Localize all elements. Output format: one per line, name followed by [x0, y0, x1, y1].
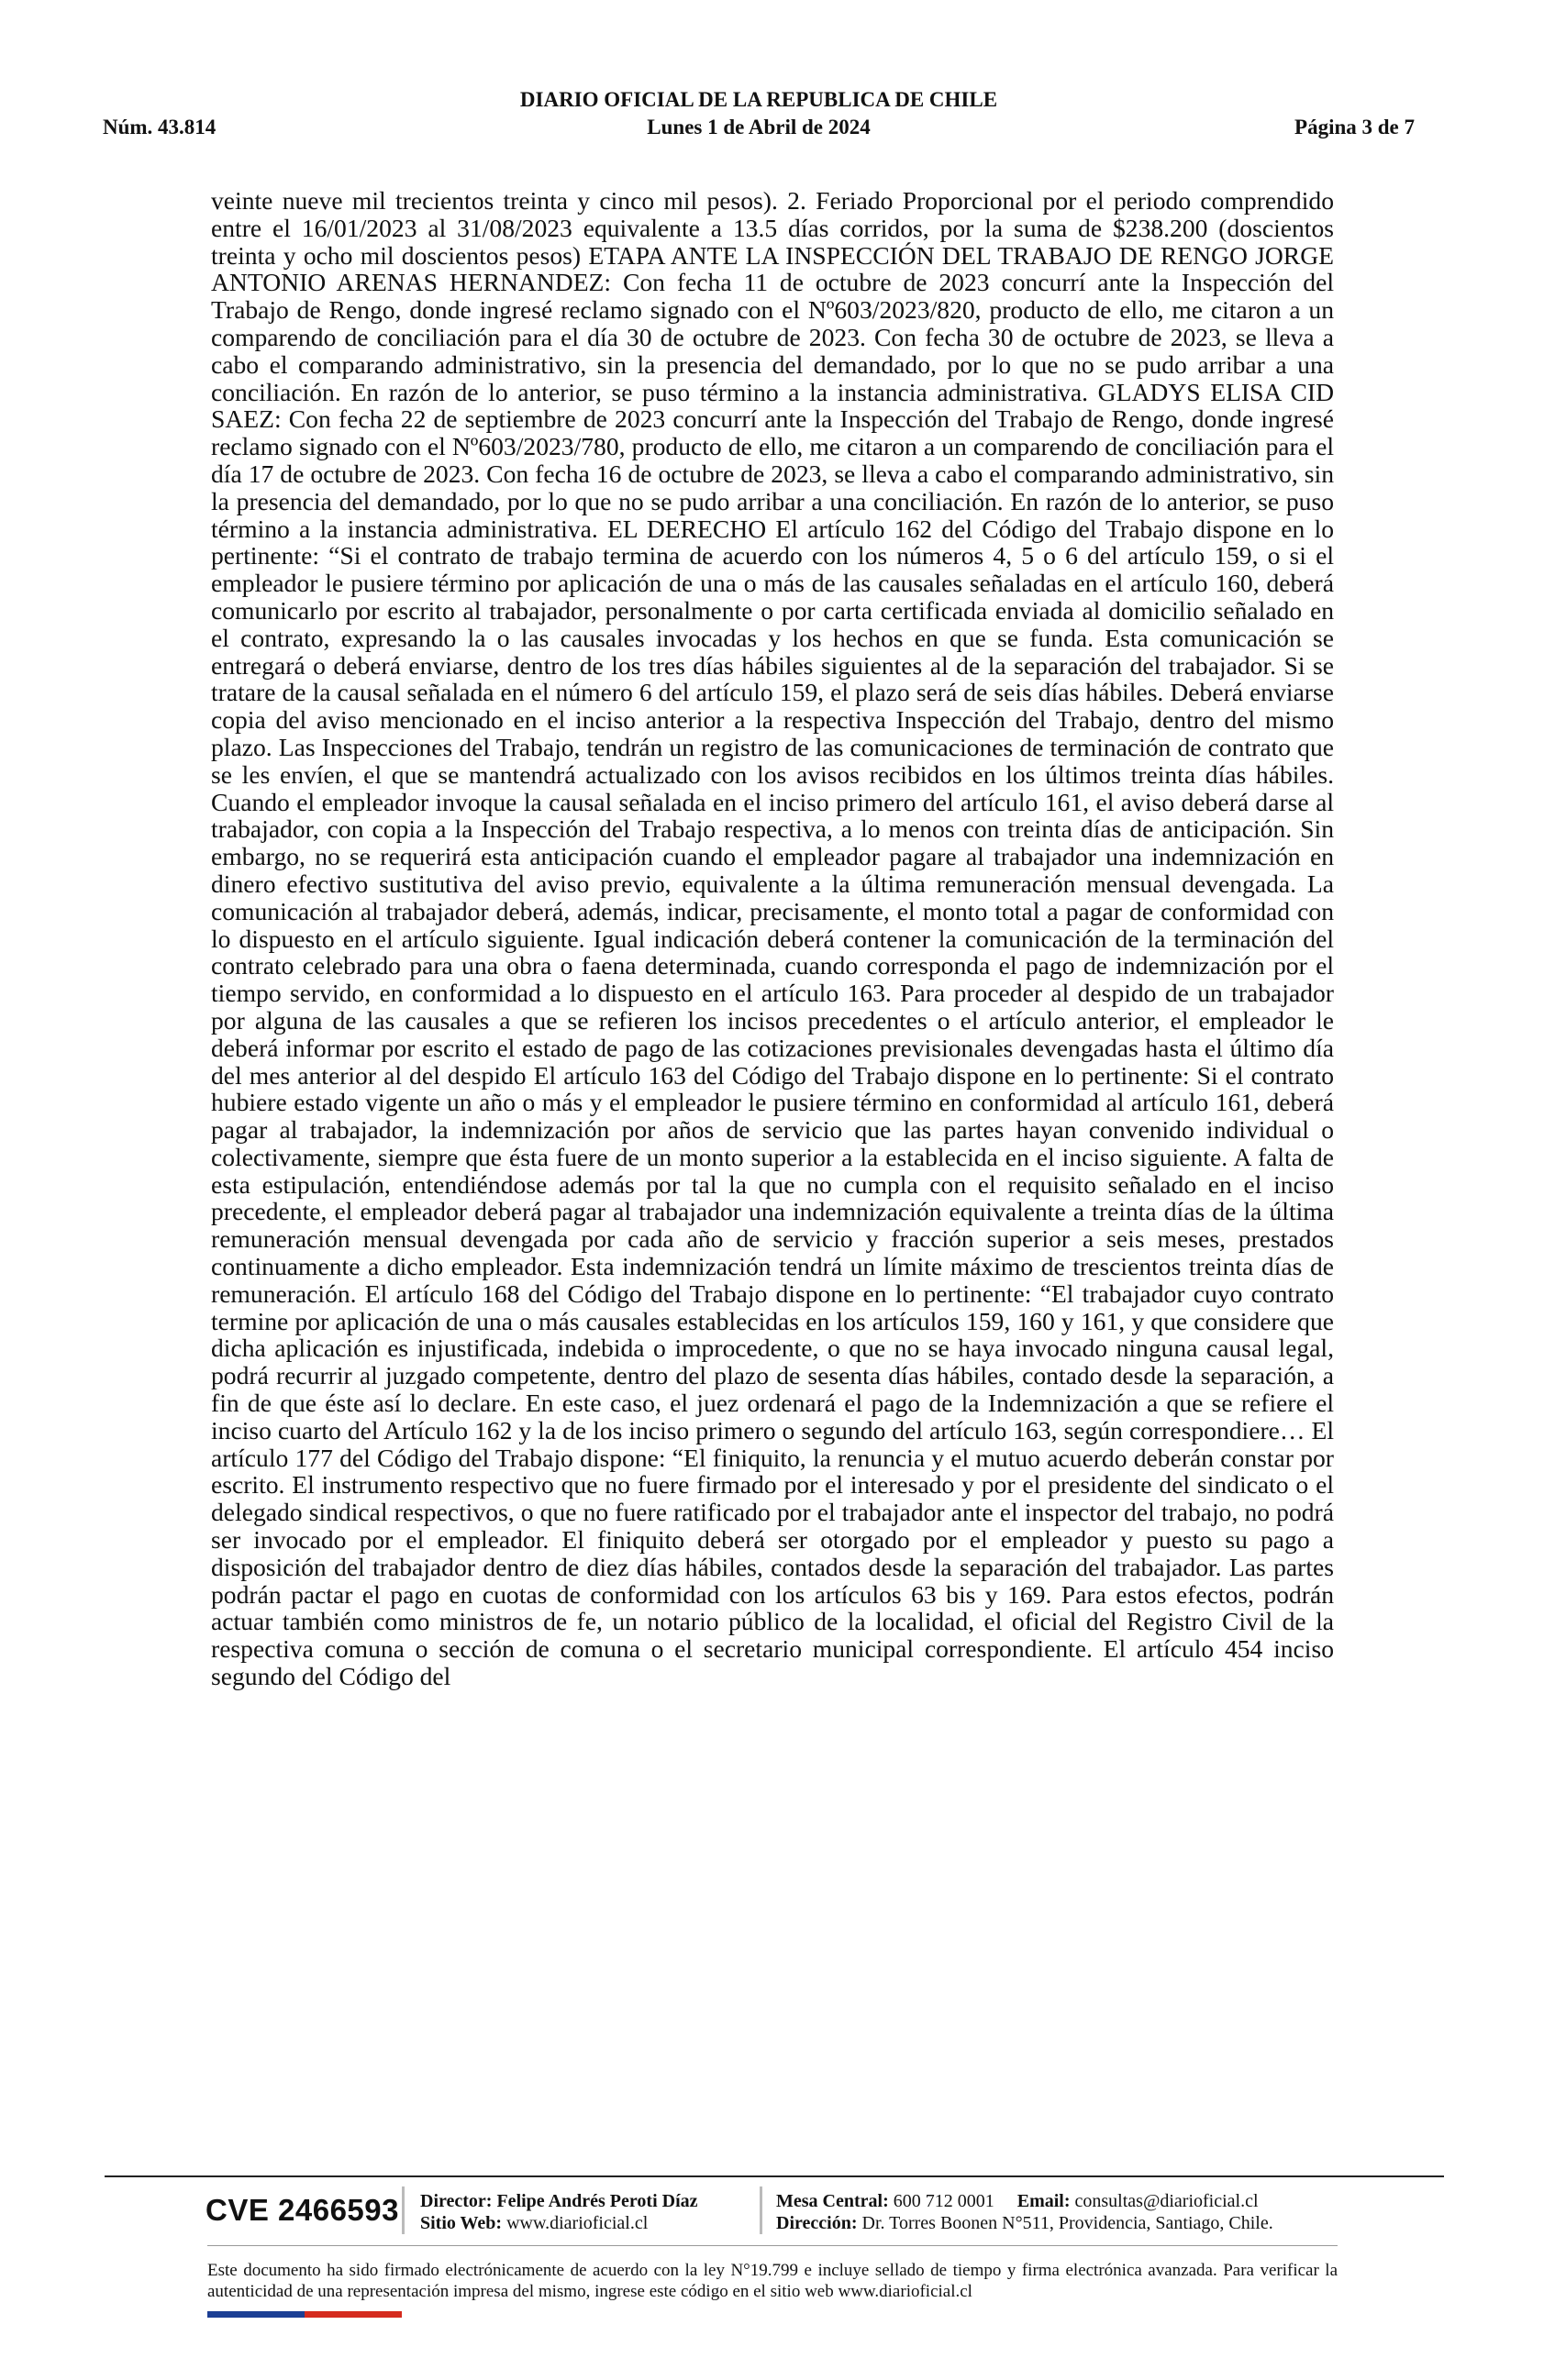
- footer-separator: [402, 2186, 405, 2234]
- footer-inner-divider: [207, 2245, 1338, 2246]
- email-label: Email:: [1016, 2191, 1071, 2211]
- director-label: Director:: [420, 2191, 493, 2211]
- legal-notice: Este documento ha sido firmado electrónicamente de acuerdo con la ley N°19.799 e incluye sellado de tiempo y firma electrónica avanzada. Para verificar la autenticidad de una representación impresa del mismo, ingrese este código en el sitio web www.diarioficial.cl: [207, 2261, 1338, 2301]
- director-name: Felipe Andrés Peroti Díaz: [496, 2191, 698, 2211]
- issue-number: Núm. 43.814: [103, 116, 217, 138]
- cve-code: CVE 2466593: [205, 2193, 399, 2227]
- footer-contact-block: [776, 2190, 1273, 2234]
- website-label: Sitio Web:: [420, 2213, 503, 2233]
- address-label: Dirección:: [776, 2213, 858, 2233]
- body-text: veinte nueve mil trecientos treinta y cinco mil pesos). 2. Feriado Proporcional por el periodo comprendido entre el 16/01/2023 al 31/08/2023 equivalente a 13.5 días corridos, por la suma de $238.200 (doscientos treinta y ocho mil doscientos pesos) ETAPA ANTE LA INSPECCIÓN DEL TRABAJO DE RENGO JORGE ANTONIO ARENAS HERNANDEZ: Con fecha 11 de octubre de 2023 concurrí ante la Inspección del Trabajo de Rengo, donde ingresé reclamo signado con el Nº603/2023/820, producto de ello, me citaron a un comparendo de conciliación para el día 30 de octubre de 2023. Con fecha 30 de octubre de 2023, se lleva a cabo el comparando administrativo, sin la presencia del demandado, por lo que no se pudo arribar a una conciliación. En razón de lo anterior, se puso término a la instancia administrativa. GLADYS ELISA CID SAEZ: Con fecha 22 de septiembre de 2023 concurrí ante la Inspección del Trabajo de Rengo, donde ingresé reclamo signado con el Nº603/2023/780, producto de ello, me citaron a un comparendo de conciliación para el día 17 de octubre de 2023. Con fecha 16 de octubre de 2023, se lleva a cabo el comparando administrativo, sin la presencia del demandado, por lo que no se pudo arribar a una conciliación. En razón de lo anterior, se puso término a la instancia administrativa. EL DERECHO El artículo 162 del Código del Trabajo dispone en lo pertinente: “Si el contrato de trabajo termina de acuerdo con los números 4, 5 o 6 del artículo 159, o si el empleador le pusiere término por aplicación de una o más de las causales señaladas en el artículo 160, deberá comunicarlo por escrito al trabajador, personalmente o por carta certificada enviada al domicilio señalado en el contrato, expresando la o las causales invocadas y los hechos en que se funda. Esta comunicación se entregará o deberá enviarse, dentro de los tres días hábiles siguientes al de la separación del trabajador. Si se tratare de la causal señalada en el número 6 del artículo 159, el plazo será de seis días hábiles. Deberá enviarse copia del aviso mencionado en el inciso anterior a la respectiva Inspección del Trabajo, dentro del mismo plazo. Las Inspecciones del Trabajo, tendrán un registro de las comunicaciones de terminación de contrato que se les envíen, el que se mantendrá actualizado con los avisos recibidos en los últimos treinta días hábiles. Cuando el empleador invoque la causal señalada en el inciso primero del artículo 161, el aviso deberá darse al trabajador, con copia a la Inspección del Trabajo respectiva, a lo menos con treinta días de anticipación. Sin embargo, no se requerirá esta anticipación cuando el empleador pagare al trabajador una indemnización en dinero efectivo sustitutiva del aviso previo, equivalente a la última remuneración mensual devengada. La comunicación al trabajador deberá, además, indicar, precisamente, el monto total a pagar de conformidad con lo dispuesto en el artículo siguiente. Igual indicación deberá contener la comunicación de la terminación del contrato celebrado para una obra o faena determinada, cuando corresponda el pago de indemnización por el tiempo servido, en conformidad a lo dispuesto en el artículo 163. Para proceder al despido de un trabajador por alguna de las causales a que se refieren los incisos precedentes o el artículo anterior, el empleador le deberá informar por escrito el estado de pago de las cotizaciones previsionales devengadas hasta el último día del mes anterior al del despido El artículo 163 del Código del Trabajo dispone en lo pertinente: Si el contrato hubiere estado vigente un año o más y el empleador le pusiere término en conformidad al artículo 161, deberá pagar al trabajador, la indemnización por años de servicio que las partes hayan convenido individual o colectivamente, siempre que ésta fuere de un monto superior a la establecida en el inciso siguiente. A falta de esta estipulación, entendiéndose además por tal la que no cumpla con el requisito señalado en el inciso precedente, el empleador deberá pagar al trabajador una indemnización equivalente a treinta días de la última remuneración mensual devengada por cada año de servicio y fracción superior a seis meses, prestados continuamente a dicho empleador. Esta indemnización tendrá un límite máximo de trescientos treinta días de remuneración. El artículo 168 del Código del Trabajo dispone en lo pertinente: “El trabajador cuyo contrato termine por aplicación de una o más causales establecidas en los artículos 159, 160 y 161, y que considere que dicha aplicación es injustificada, indebida o improcedente, o que no se haya invocado ninguna causal legal, podrá recurrir al juzgado competente, dentro del plazo de sesenta días hábiles, contado desde la separación, a fin de que éste así lo declare. En este caso, el juez ordenará el pago de la Indemnización a que se refiere el inciso cuarto del Artículo 162 y la de los inciso primero o segundo del artículo 163, según correspondiere… El artículo 177 del Código del Trabajo dispone: “El finiquito, la renuncia y el mutuo acuerdo deberán constar por escrito. El instrumento respectivo que no fuere firmado por el interesado y por el presidente del sindicato o el delegado sindical respectivos, o que no fuere ratificado por el trabajador ante el inspector del trabajo, no podrá ser invocado por el empleador. El finiquito deberá ser otorgado por el empleador y puesto su pago a disposición del trabajador dentro de diez días hábiles, contados desde la separación del trabajador. Las partes podrán pactar el pago en cuotas de conformidad con los artículos 63 bis y 169. Para estos efectos, podrán actuar también como ministros de fe, un notario público de la localidad, el oficial del Registro Civil de la respectiva comuna o sección de comuna o el secretario municipal correspondiente. El artículo 454 inciso segundo del Código del: [211, 186, 1334, 1691]
- footer-divider: [105, 2175, 1444, 2177]
- email-link[interactable]: consultas@diarioficial.cl: [1074, 2191, 1259, 2211]
- website-link[interactable]: www.diarioficial.cl: [506, 2213, 649, 2233]
- publication-title: DIARIO OFICIAL DE LA REPUBLICA DE CHILE: [519, 88, 998, 111]
- flag-stripe: [207, 2311, 402, 2318]
- flag-red-segment: [305, 2311, 402, 2318]
- footer-separator: [760, 2186, 762, 2234]
- page-indicator: Página 3 de 7: [1294, 116, 1415, 138]
- mesa-central-label: Mesa Central:: [776, 2191, 889, 2211]
- issue-date: Lunes 1 de Abril de 2024: [647, 116, 871, 138]
- page-header: [103, 88, 1415, 143]
- mesa-central-phone: 600 712 0001: [893, 2191, 994, 2211]
- flag-blue-segment: [207, 2311, 305, 2318]
- address-value: Dr. Torres Boonen N°511, Providencia, Santiago, Chile.: [861, 2213, 1273, 2233]
- footer-director-block: [420, 2190, 698, 2234]
